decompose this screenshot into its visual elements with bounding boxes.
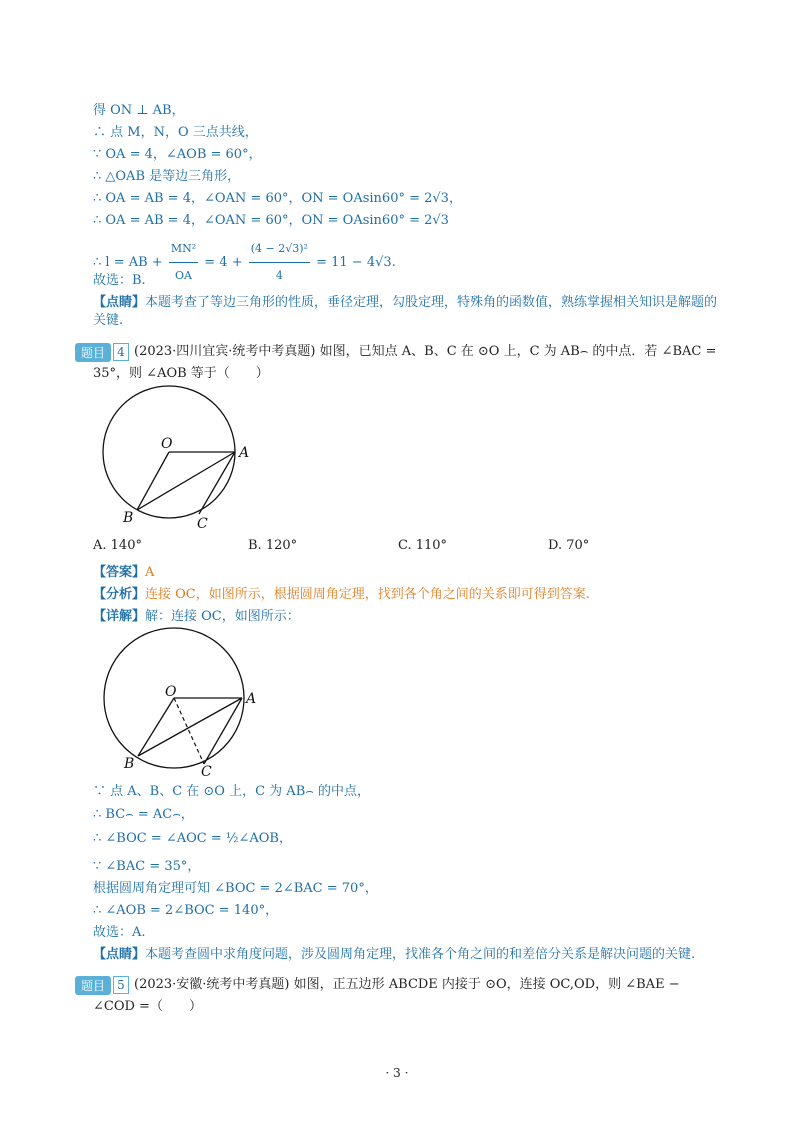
- choice-c[interactable]: C. 110°: [398, 538, 448, 553]
- answer-line: [93, 564, 154, 582]
- solution-line: ∴ BC⌢ = AC⌢，: [93, 807, 194, 822]
- solution-line: ∴ OA = AB = 4，∠OAN = 60°，ON = OAsin60° = 2√3，: [93, 191, 462, 206]
- comment-text: 本题考查圆中求角度问题，涉及圆周角定理，找准各个角之间的和差倍分关系是解决问题的关键.: [145, 947, 696, 962]
- figure-q4-solution: [98, 626, 273, 781]
- solution-line: ∴ △OAB 是等边三角形，: [93, 169, 241, 184]
- solution-line: 根据圆周角定理可知 ∠BOC = 2∠BAC = 70°，: [93, 881, 378, 896]
- question-text: (2023·四川宜宾·统考中考真题) 如图，已知点 A、B、C 在 ⊙O 上，C 为 AB⌢ 的中点．若 ∠BAC =: [134, 344, 717, 359]
- detail-text: 解：连接 OC，如图所示：: [145, 609, 300, 624]
- solution-line: ∵ OA = 4，∠AOB = 60°，: [93, 147, 262, 162]
- label-o: O: [165, 684, 177, 700]
- comment-block: [93, 294, 723, 330]
- solution-line: ∵ ∠BAC = 35°，: [93, 859, 201, 874]
- analysis-line: [93, 586, 590, 604]
- figure-q4: [95, 382, 265, 532]
- fraction-mn-oa: [169, 236, 198, 289]
- fraction-numerator: (4 − 2√3)²: [249, 236, 310, 263]
- page-number: · 3 ·: [385, 1066, 409, 1080]
- detail-tag: 【详解】: [93, 609, 146, 624]
- formula-mid: = 4 +: [204, 255, 243, 270]
- question-text: (2023·安徽·统考中考真题) 如图，正五边形 ABCDE 内接于 ⊙O，连接 OC,OD，则 ∠BAE −: [134, 977, 680, 992]
- answer-tag: 【答案】: [93, 565, 146, 580]
- label-c: C: [197, 516, 208, 532]
- choose-line: 故选：B.: [93, 273, 146, 288]
- comment-block: [93, 946, 723, 964]
- label-b: B: [123, 510, 134, 526]
- question-number: 4: [113, 343, 129, 361]
- question-text: 35°，则 ∠AOB 等于（ ）: [93, 366, 269, 381]
- choice-d[interactable]: D. 70°: [548, 538, 590, 553]
- detail-line: [93, 608, 300, 626]
- label-b: B: [124, 756, 135, 772]
- question-badge: 题目: [75, 343, 111, 362]
- label-a: A: [246, 691, 257, 707]
- solution-line: ∴ OA = AB = 4，∠OAN = 60°，ON = OAsin60° = 2√3: [93, 213, 449, 228]
- question-number: 5: [113, 976, 129, 994]
- solution-line: ∴ 点 M，N，O 三点共线，: [93, 125, 258, 140]
- segment-ab: [138, 698, 242, 756]
- label-o: O: [161, 436, 173, 452]
- formula-suffix: = 11 − 4√3.: [316, 255, 396, 270]
- segment-oc-dashed: [174, 698, 204, 764]
- segment-ab: [137, 452, 235, 510]
- fraction-denominator: OA: [175, 269, 192, 282]
- choice-b[interactable]: B. 120°: [248, 538, 298, 553]
- solution-line: 得 ON ⊥ AB，: [93, 103, 185, 118]
- fraction-numerator: MN²: [169, 236, 198, 263]
- comment-text: 本题考查了等边三角形的性质，垂径定理，勾股定理，特殊角的函数值，熟练掌握相关知识是解题的关键.: [93, 295, 718, 328]
- question-badge: 题目: [75, 976, 111, 995]
- solution-line: ∵ 点 A、B、C 在 ⊙O 上，C 为 AB⌢ 的中点，: [93, 784, 370, 799]
- segment-ob: [138, 698, 174, 756]
- solution-line: ∴ ∠BOC = ∠AOC = ½∠AOB，: [93, 831, 292, 846]
- fraction-second: [249, 236, 310, 289]
- label-c: C: [201, 764, 212, 780]
- analysis-tag: 【分析】: [93, 587, 146, 602]
- question-text: ∠COD =（ ）: [93, 999, 202, 1014]
- fraction-denominator: 4: [275, 269, 283, 282]
- segment-ac: [199, 452, 235, 514]
- solution-line: ∴ ∠AOB = 2∠BOC = 140°，: [93, 903, 279, 918]
- comment-tag: 【点睛】: [93, 947, 146, 962]
- comment-tag: 【点睛】: [93, 295, 146, 310]
- segment-ob: [137, 452, 169, 510]
- formula-prefix: ∴ l = AB +: [93, 255, 163, 270]
- label-a: A: [239, 445, 250, 461]
- analysis-text: 连接 OC，如图所示，根据圆周角定理，找到各个角之间的关系即可得到答案.: [145, 587, 590, 602]
- answer-choices: [93, 538, 713, 556]
- choice-a[interactable]: A. 140°: [93, 538, 142, 553]
- solution-line: 故选：A.: [93, 925, 146, 940]
- answer-value: A: [145, 565, 155, 580]
